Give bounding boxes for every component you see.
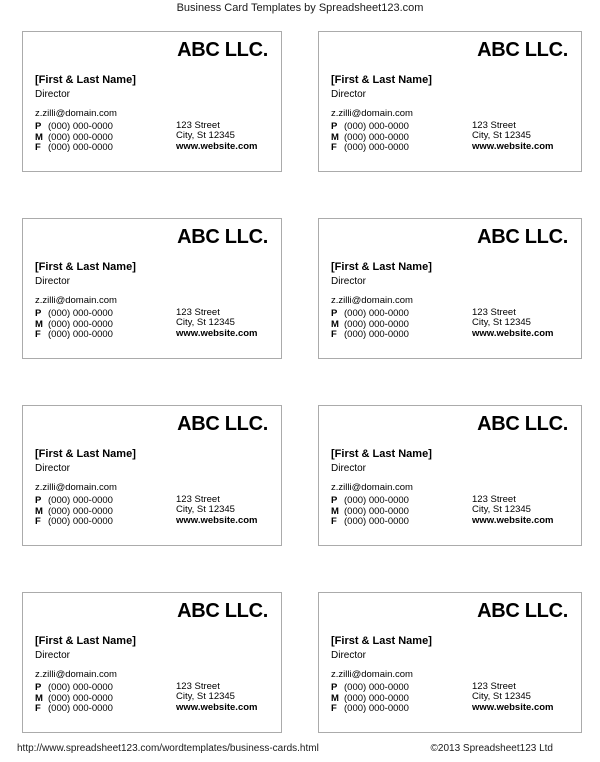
address-street: 123 Street <box>472 494 516 505</box>
footer-source-url: http://www.spreadsheet123.com/wordtemplates/business-cards.html <box>17 743 319 754</box>
phone-number: (000) 000-0000 <box>344 318 409 330</box>
phone-label: P <box>331 682 338 694</box>
phone-number: (000) 000-0000 <box>344 703 409 715</box>
phone-label: M <box>331 692 339 704</box>
job-title: Director <box>331 89 367 100</box>
phone-label: P <box>331 495 338 507</box>
phone-row <box>35 143 117 153</box>
phone-number: (000) 000-0000 <box>48 703 113 715</box>
business-card <box>318 405 582 546</box>
contact-name-placeholder: [First & Last Name] <box>35 261 136 273</box>
phone-number: (000) 000-0000 <box>344 505 409 517</box>
phone-label: F <box>35 516 41 528</box>
address-city: City, St 12345 <box>176 130 235 142</box>
phone-label: M <box>331 505 339 517</box>
phone-label: M <box>35 318 43 330</box>
address-block <box>472 495 553 526</box>
address-street: 123 Street <box>472 307 516 318</box>
phone-label: M <box>35 505 43 517</box>
business-card <box>22 218 282 359</box>
phone-number: (000) 000-0000 <box>48 329 113 341</box>
address-city: City, St 12345 <box>176 317 235 329</box>
contact-block <box>331 670 413 715</box>
phone-number: (000) 000-0000 <box>344 516 409 528</box>
address-city: City, St 12345 <box>176 504 235 516</box>
address-block <box>176 308 257 339</box>
job-title: Director <box>35 650 71 661</box>
phone-number: (000) 000-0000 <box>48 692 113 704</box>
phone-label: F <box>35 142 41 154</box>
phone-label: F <box>331 142 337 154</box>
page-title: Business Card Templates by Spreadsheet123.com <box>176 2 424 14</box>
address-street: 123 Street <box>176 494 220 505</box>
phone-label: M <box>331 318 339 330</box>
website-url: www.website.com <box>176 140 258 152</box>
phone-label: F <box>331 329 337 341</box>
address-street: 123 Street <box>176 307 220 318</box>
email-address: z.zilli@domain.com <box>35 108 117 119</box>
contact-block <box>35 296 117 341</box>
job-title: Director <box>331 276 367 287</box>
website-url: www.website.com <box>176 327 258 339</box>
job-title: Director <box>331 650 367 661</box>
phone-row <box>331 330 413 340</box>
phone-number: (000) 000-0000 <box>48 318 113 330</box>
contact-name-placeholder: [First & Last Name] <box>331 635 432 647</box>
phone-label: M <box>35 692 43 704</box>
address-block <box>472 682 553 713</box>
address-city: City, St 12345 <box>472 691 531 703</box>
phone-number: (000) 000-0000 <box>344 329 409 341</box>
contact-name-placeholder: [First & Last Name] <box>35 635 136 647</box>
phone-number: (000) 000-0000 <box>344 682 409 694</box>
phone-row <box>35 517 117 527</box>
email-address: z.zilli@domain.com <box>35 482 117 493</box>
address-city: City, St 12345 <box>472 130 531 142</box>
phone-row <box>331 143 413 153</box>
contact-name-placeholder: [First & Last Name] <box>331 74 432 86</box>
address-street: 123 Street <box>176 120 220 131</box>
phone-row <box>331 704 413 714</box>
email-address: z.zilli@domain.com <box>331 295 413 306</box>
contact-block <box>35 109 117 154</box>
phone-label: P <box>35 308 42 320</box>
address-block <box>176 495 257 526</box>
phone-label: M <box>35 131 43 143</box>
email-address: z.zilli@domain.com <box>331 482 413 493</box>
website-url: www.website.com <box>472 327 554 339</box>
phone-number: (000) 000-0000 <box>48 682 113 694</box>
company-name: ABC LLC. <box>177 226 268 248</box>
phone-row <box>35 330 117 340</box>
business-card <box>22 405 282 546</box>
business-card <box>22 31 282 172</box>
company-name: ABC LLC. <box>177 413 268 435</box>
company-name: ABC LLC. <box>477 226 568 248</box>
phone-number: (000) 000-0000 <box>344 142 409 154</box>
phone-number: (000) 000-0000 <box>48 308 113 320</box>
phone-number: (000) 000-0000 <box>344 121 409 133</box>
company-name: ABC LLC. <box>477 600 568 622</box>
job-title: Director <box>35 463 71 474</box>
phone-label: F <box>331 516 337 528</box>
address-city: City, St 12345 <box>176 691 235 703</box>
phone-number: (000) 000-0000 <box>48 142 113 154</box>
phone-label: P <box>331 121 338 133</box>
website-url: www.website.com <box>472 140 554 152</box>
contact-block <box>35 483 117 528</box>
address-street: 123 Street <box>472 120 516 131</box>
footer-copyright: ©2013 Spreadsheet123 Ltd <box>430 743 553 754</box>
address-street: 123 Street <box>472 681 516 692</box>
phone-label: M <box>331 131 339 143</box>
website-url: www.website.com <box>176 514 258 526</box>
job-title: Director <box>35 89 71 100</box>
business-card <box>318 592 582 733</box>
address-block <box>176 121 257 152</box>
phone-label: P <box>35 495 42 507</box>
phone-number: (000) 000-0000 <box>48 131 113 143</box>
company-name: ABC LLC. <box>477 413 568 435</box>
address-city: City, St 12345 <box>472 317 531 329</box>
contact-block <box>35 670 117 715</box>
contact-block <box>331 296 413 341</box>
phone-label: F <box>331 703 337 715</box>
phone-label: F <box>35 703 41 715</box>
company-name: ABC LLC. <box>477 39 568 61</box>
website-url: www.website.com <box>472 701 554 713</box>
business-card <box>318 218 582 359</box>
business-card <box>318 31 582 172</box>
phone-number: (000) 000-0000 <box>48 516 113 528</box>
phone-number: (000) 000-0000 <box>48 121 113 133</box>
phone-row <box>35 704 117 714</box>
email-address: z.zilli@domain.com <box>331 669 413 680</box>
email-address: z.zilli@domain.com <box>35 295 117 306</box>
address-block <box>472 121 553 152</box>
email-address: z.zilli@domain.com <box>35 669 117 680</box>
phone-number: (000) 000-0000 <box>344 495 409 507</box>
phone-number: (000) 000-0000 <box>48 495 113 507</box>
phone-number: (000) 000-0000 <box>344 692 409 704</box>
company-name: ABC LLC. <box>177 600 268 622</box>
address-street: 123 Street <box>176 681 220 692</box>
phone-row <box>331 517 413 527</box>
contact-block <box>331 109 413 154</box>
contact-block <box>331 483 413 528</box>
address-block <box>472 308 553 339</box>
phone-label: P <box>331 308 338 320</box>
job-title: Director <box>35 276 71 287</box>
business-card <box>22 592 282 733</box>
job-title: Director <box>331 463 367 474</box>
contact-name-placeholder: [First & Last Name] <box>331 448 432 460</box>
phone-label: P <box>35 682 42 694</box>
address-city: City, St 12345 <box>472 504 531 516</box>
phone-number: (000) 000-0000 <box>344 308 409 320</box>
website-url: www.website.com <box>472 514 554 526</box>
phone-label: F <box>35 329 41 341</box>
phone-label: P <box>35 121 42 133</box>
website-url: www.website.com <box>176 701 258 713</box>
contact-name-placeholder: [First & Last Name] <box>35 448 136 460</box>
contact-name-placeholder: [First & Last Name] <box>35 74 136 86</box>
contact-name-placeholder: [First & Last Name] <box>331 261 432 273</box>
address-block <box>176 682 257 713</box>
phone-number: (000) 000-0000 <box>344 131 409 143</box>
phone-number: (000) 000-0000 <box>48 505 113 517</box>
company-name: ABC LLC. <box>177 39 268 61</box>
email-address: z.zilli@domain.com <box>331 108 413 119</box>
